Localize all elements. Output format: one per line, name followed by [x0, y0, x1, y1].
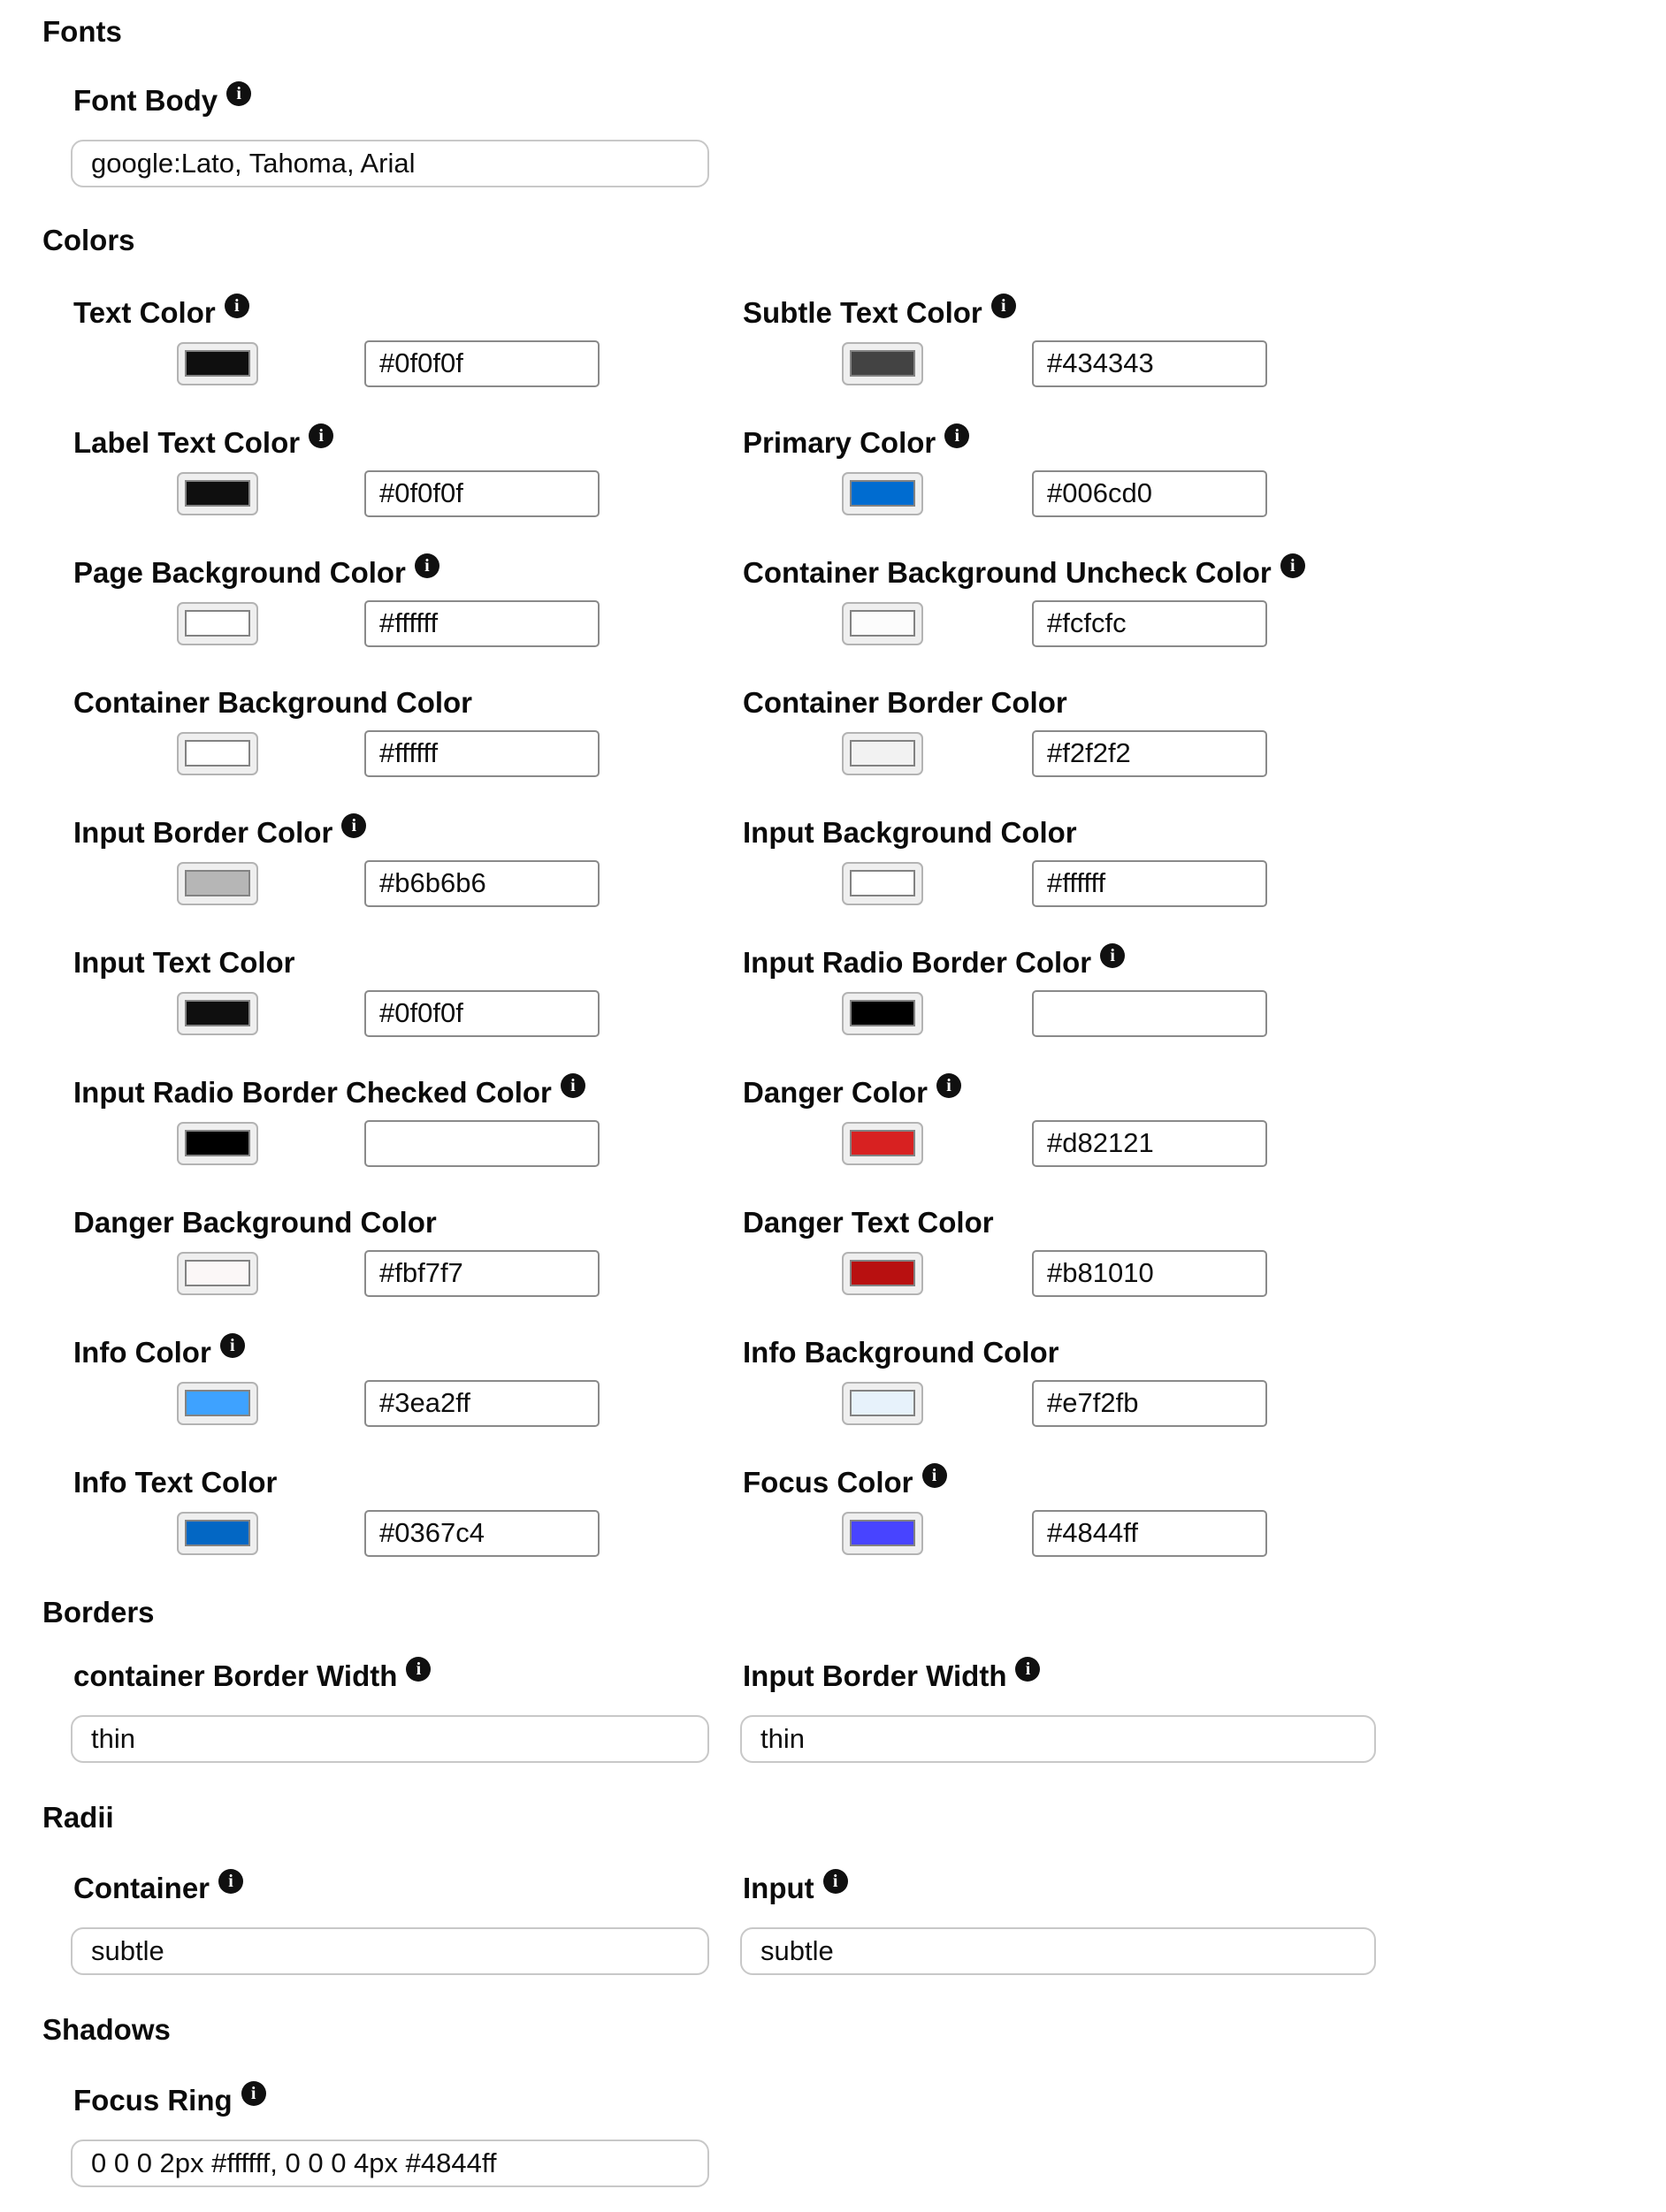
color-control-row — [740, 859, 1666, 907]
colors-section-heading: Colors — [42, 224, 135, 256]
color-swatch[interactable] — [177, 602, 258, 645]
info-background-color-hex-input[interactable] — [1032, 1380, 1267, 1427]
color-swatch-chip — [185, 1130, 250, 1156]
color-swatch-chip — [185, 1260, 250, 1286]
info-color-label — [71, 1335, 740, 1370]
field-label-text: Danger Text Color — [743, 1206, 994, 1239]
color-swatch[interactable] — [177, 1252, 258, 1295]
color-field-row — [0, 1335, 1666, 1465]
color-swatch-chip — [185, 870, 250, 896]
color-control-row — [71, 989, 740, 1037]
input-border-width-field — [740, 1659, 1666, 1763]
info-icon[interactable]: i — [341, 813, 366, 838]
page-background-color-label — [71, 555, 740, 591]
color-swatch[interactable] — [842, 992, 923, 1035]
text-color-label — [71, 295, 740, 331]
color-control-row — [740, 1379, 1666, 1427]
fonts-section-heading: Fonts — [42, 15, 122, 48]
field-label-text: container Border Width — [73, 1659, 398, 1692]
danger-text-color-field — [740, 1205, 1666, 1335]
container-background-uncheck-color-field — [740, 555, 1666, 685]
field-label-text: Font Body — [73, 84, 218, 117]
info-color-field — [71, 1335, 740, 1465]
color-swatch-chip — [185, 1390, 250, 1416]
input-label — [740, 1871, 1666, 1906]
radii-field-row — [0, 1871, 1666, 1975]
color-swatch[interactable] — [177, 1512, 258, 1555]
input-radio-border-color-hex-input[interactable] — [1032, 990, 1267, 1037]
color-control-row — [71, 1509, 740, 1557]
focus-color-field — [740, 1465, 1666, 1595]
field-label-text: Danger Background Color — [73, 1206, 437, 1239]
color-swatch-chip — [850, 740, 915, 767]
label-text-color-hex-input[interactable] — [364, 470, 600, 517]
danger-color-hex-input[interactable] — [1032, 1120, 1267, 1167]
danger-text-color-hex-input[interactable] — [1032, 1250, 1267, 1297]
color-swatch[interactable] — [842, 1122, 923, 1165]
color-control-row — [71, 469, 740, 517]
color-control-row — [71, 729, 740, 777]
color-swatch[interactable] — [177, 472, 258, 515]
radii-section-heading: Radii — [42, 1801, 114, 1834]
page-background-color-hex-input[interactable] — [364, 600, 600, 647]
input-radio-border-color-label — [740, 945, 1666, 980]
info-icon[interactable]: i — [991, 294, 1016, 318]
danger-background-color-hex-input[interactable] — [364, 1250, 600, 1297]
color-swatch-chip — [850, 610, 915, 637]
container-border-color-hex-input[interactable] — [1032, 730, 1267, 777]
color-swatch-chip — [185, 350, 250, 377]
color-control-row — [740, 729, 1666, 777]
colors-grid — [0, 295, 1666, 1595]
field-label-text: Input Text Color — [73, 946, 295, 979]
primary-color-hex-input[interactable] — [1032, 470, 1267, 517]
color-field-row — [0, 685, 1666, 815]
color-swatch-chip — [185, 1000, 250, 1026]
input-border-color-field — [71, 815, 740, 945]
field-label-text: Container Background Color — [73, 686, 473, 719]
color-control-row — [740, 599, 1666, 647]
text-color-field — [71, 295, 740, 425]
fonts-field-row — [0, 83, 1666, 187]
info-background-color-field — [740, 1335, 1666, 1465]
color-swatch[interactable] — [842, 602, 923, 645]
info-icon[interactable]: i — [561, 1073, 585, 1098]
color-swatch-chip — [850, 1520, 915, 1546]
color-swatch[interactable] — [177, 1382, 258, 1425]
input-radio-border-checked-color-label — [71, 1075, 740, 1110]
container-border-width-input[interactable] — [71, 1715, 709, 1763]
focus-ring-input[interactable] — [71, 2140, 709, 2187]
container-field — [71, 1871, 740, 1975]
info-icon[interactable]: i — [225, 294, 249, 318]
primary-color-field — [740, 425, 1666, 555]
color-control-row — [71, 1249, 740, 1297]
borders-field-row — [0, 1659, 1666, 1763]
field-label-text: Container Border Color — [743, 686, 1067, 719]
field-label-text: Danger Color — [743, 1076, 929, 1109]
color-field-row — [0, 1465, 1666, 1595]
focus-ring-field — [71, 2083, 1666, 2187]
container-label — [71, 1871, 740, 1906]
color-swatch-chip — [850, 1000, 915, 1026]
font-body-label — [71, 83, 1666, 118]
shadows-field-row — [0, 2083, 1666, 2187]
borders-section-heading: Borders — [42, 1596, 155, 1628]
input-radio-border-checked-color-hex-input[interactable] — [364, 1120, 600, 1167]
info-icon[interactable]: i — [1280, 553, 1305, 578]
color-swatch-chip — [185, 480, 250, 507]
info-icon[interactable]: i — [823, 1869, 848, 1894]
info-icon[interactable]: i — [309, 423, 333, 448]
color-swatch[interactable] — [842, 1252, 923, 1295]
field-label-text: Input Background Color — [743, 816, 1077, 849]
input-border-width-input[interactable] — [740, 1715, 1376, 1763]
danger-color-label — [740, 1075, 1666, 1110]
info-background-color-label — [740, 1335, 1666, 1370]
container-border-width-label — [71, 1659, 740, 1694]
color-field-row — [0, 945, 1666, 1075]
color-swatch[interactable] — [842, 862, 923, 905]
color-control-row — [740, 469, 1666, 517]
color-swatch[interactable] — [177, 342, 258, 385]
info-icon[interactable]: i — [936, 1073, 961, 1098]
field-label-text: Info Background Color — [743, 1336, 1059, 1369]
container-border-width-field — [71, 1659, 740, 1763]
input-radio-border-color-field — [740, 945, 1666, 1075]
focus-color-label — [740, 1465, 1666, 1500]
focus-color-hex-input[interactable] — [1032, 1510, 1267, 1557]
info-icon[interactable]: i — [406, 1657, 431, 1682]
input-border-color-label — [71, 815, 740, 850]
info-text-color-field — [71, 1465, 740, 1595]
page-background-color-field — [71, 555, 740, 685]
color-control-row — [740, 1119, 1666, 1167]
color-swatch[interactable] — [177, 732, 258, 775]
focus-ring-label — [71, 2083, 1666, 2118]
input-background-color-label — [740, 815, 1666, 850]
color-field-row — [0, 555, 1666, 685]
field-label-text: Text Color — [73, 296, 216, 329]
danger-color-field — [740, 1075, 1666, 1205]
field-label-text: Input Border Width — [743, 1659, 1007, 1692]
color-swatch-chip — [850, 480, 915, 507]
info-text-color-label — [71, 1465, 740, 1500]
color-control-row — [71, 339, 740, 387]
container-border-color-label — [740, 685, 1666, 721]
theme-settings-page — [0, 14, 1666, 2187]
info-icon[interactable]: i — [1100, 943, 1125, 968]
label-text-color-field — [71, 425, 740, 555]
color-swatch[interactable] — [842, 342, 923, 385]
font-body-field — [71, 83, 1666, 187]
subtle-text-color-field — [740, 295, 1666, 425]
input-text-color-label — [71, 945, 740, 980]
field-label-text: Primary Color — [743, 426, 936, 459]
field-label-text: Container — [73, 1872, 210, 1904]
color-swatch-chip — [185, 740, 250, 767]
info-icon[interactable]: i — [220, 1333, 245, 1358]
color-control-row — [71, 1119, 740, 1167]
input-input[interactable] — [740, 1927, 1376, 1975]
color-swatch-chip — [185, 610, 250, 637]
container-background-uncheck-color-label — [740, 555, 1666, 591]
color-control-row — [71, 599, 740, 647]
font-body-input[interactable] — [71, 140, 709, 187]
color-swatch-chip — [850, 1390, 915, 1416]
info-text-color-hex-input[interactable] — [364, 1510, 600, 1557]
danger-background-color-label — [71, 1205, 740, 1240]
info-icon[interactable]: i — [944, 423, 969, 448]
info-icon[interactable]: i — [226, 81, 251, 106]
input-field — [740, 1871, 1666, 1975]
color-field-row — [0, 425, 1666, 555]
field-label-text: Info Text Color — [73, 1466, 278, 1499]
danger-text-color-label — [740, 1205, 1666, 1240]
input-border-color-hex-input[interactable] — [364, 860, 600, 907]
info-icon[interactable]: i — [241, 2081, 266, 2106]
container-input[interactable] — [71, 1927, 709, 1975]
color-swatch-chip — [850, 870, 915, 896]
container-background-uncheck-color-hex-input[interactable] — [1032, 600, 1267, 647]
color-control-row — [740, 339, 1666, 387]
field-label-text: Focus Ring — [73, 2084, 233, 2117]
color-swatch[interactable] — [177, 992, 258, 1035]
field-label-text: Input — [743, 1872, 814, 1904]
color-control-row — [740, 1509, 1666, 1557]
color-swatch-chip — [850, 350, 915, 377]
container-border-color-field — [740, 685, 1666, 815]
field-label-text: Input Radio Border Checked Color — [73, 1076, 552, 1109]
field-label-text: Info Color — [73, 1336, 211, 1369]
color-swatch-chip — [850, 1260, 915, 1286]
color-control-row — [71, 1379, 740, 1427]
info-icon[interactable]: i — [415, 553, 439, 578]
color-swatch-chip — [185, 1520, 250, 1546]
container-background-color-label — [71, 685, 740, 721]
color-swatch[interactable] — [177, 1122, 258, 1165]
color-swatch[interactable] — [842, 1382, 923, 1425]
input-radio-border-checked-color-field — [71, 1075, 740, 1205]
field-label-text: Focus Color — [743, 1466, 913, 1499]
primary-color-label — [740, 425, 1666, 461]
color-field-row — [0, 815, 1666, 945]
info-icon[interactable]: i — [218, 1869, 243, 1894]
container-background-color-hex-input[interactable] — [364, 730, 600, 777]
info-color-hex-input[interactable] — [364, 1380, 600, 1427]
input-background-color-field — [740, 815, 1666, 945]
color-swatch[interactable] — [842, 472, 923, 515]
color-field-row — [0, 1205, 1666, 1335]
info-icon[interactable]: i — [922, 1463, 947, 1488]
subtle-text-color-label — [740, 295, 1666, 331]
field-label-text: Label Text Color — [73, 426, 301, 459]
info-icon[interactable]: i — [1015, 1657, 1040, 1682]
container-background-color-field — [71, 685, 740, 815]
input-background-color-hex-input[interactable] — [1032, 860, 1267, 907]
color-swatch[interactable] — [842, 732, 923, 775]
field-label-text: Input Radio Border Color — [743, 946, 1092, 979]
label-text-color-label — [71, 425, 740, 461]
field-label-text: Page Background Color — [73, 556, 406, 589]
input-text-color-field — [71, 945, 740, 1075]
subtle-text-color-hex-input[interactable] — [1032, 340, 1267, 387]
color-control-row — [740, 1249, 1666, 1297]
input-border-width-label — [740, 1659, 1666, 1694]
color-swatch[interactable] — [177, 862, 258, 905]
field-label-text: Container Background Uncheck Color — [743, 556, 1272, 589]
color-control-row — [740, 989, 1666, 1037]
field-label-text: Input Border Color — [73, 816, 333, 849]
color-field-row — [0, 1075, 1666, 1205]
color-swatch-chip — [850, 1130, 915, 1156]
color-control-row — [71, 859, 740, 907]
color-swatch[interactable] — [842, 1512, 923, 1555]
color-field-row — [0, 295, 1666, 425]
field-label-text: Subtle Text Color — [743, 296, 982, 329]
input-text-color-hex-input[interactable] — [364, 990, 600, 1037]
shadows-section-heading: Shadows — [42, 2013, 171, 2046]
text-color-hex-input[interactable] — [364, 340, 600, 387]
danger-background-color-field — [71, 1205, 740, 1335]
